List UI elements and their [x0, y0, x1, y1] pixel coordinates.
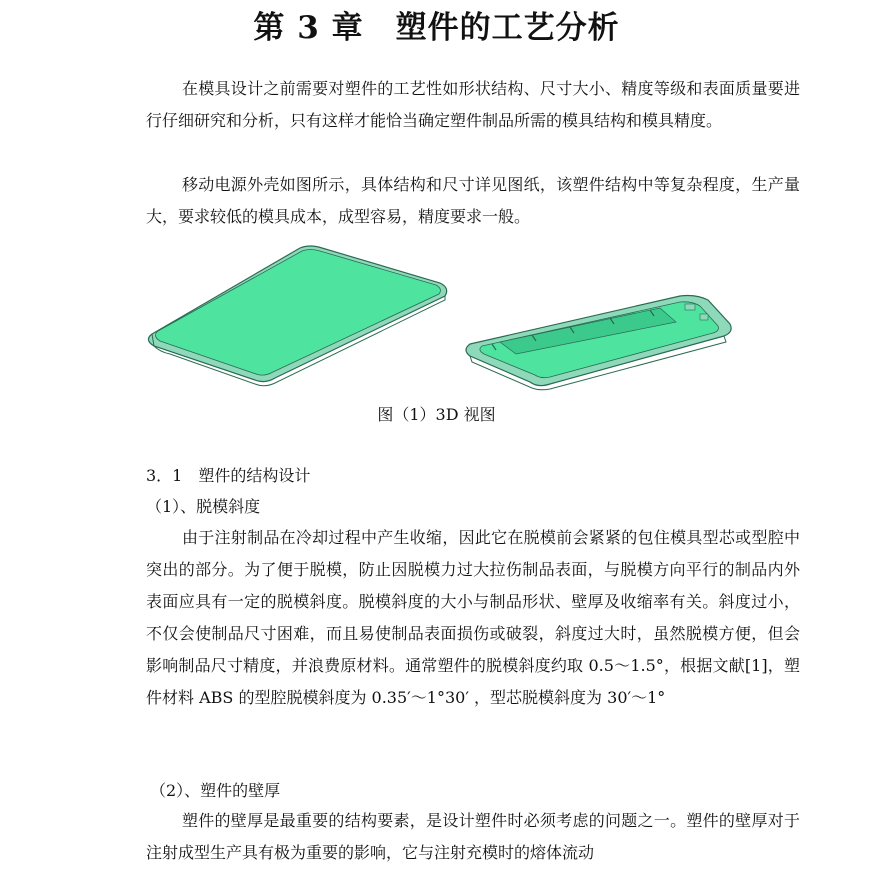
figure-3d-view: [140, 238, 740, 398]
subsection-heading-draft-angle: （1）、脱模斜度: [146, 497, 261, 516]
section-heading: 3．1 塑件的结构设计: [146, 466, 311, 485]
intro-paragraph-2: 移动电源外壳如图所示，具体结构和尺寸详见图纸，该塑件结构中等复杂程度，生产量大，要求较低的模具成本，成型容易，精度要求一般。: [146, 175, 800, 226]
intro-paragraph-1: 在模具设计之前需要对塑件的工艺性如形状结构、尺寸大小、精度等级和表面质量要进行仔细研究和分析，只有这样才能恰当确定塑件制品所需的模具结构和模具精度。: [146, 79, 800, 130]
subsection-heading-wall-thickness: （2）、塑件的壁厚: [150, 781, 281, 800]
shell-inner-model: [466, 296, 731, 390]
draft-angle-paragraph: 由于注射制品在冷却过程中产生收缩，因此它在脱模前会紧紧的包住模具型芯或型腔中突出的部分。为了便于脱模，防止因脱模力过大拉伤制品表面，与脱模方向平行的制品内外表面应具有一定的脱模斜度。脱模斜度的大小与制品形状、壁厚及收缩率有关。斜度过小，不仅会使制品尺寸困难，而且易使制品表面损伤或破裂，斜度过大时，虽然脱模方便，但会影响制品尺寸精度，并浪费原材料。通常塑件的脱模斜度约取 0.5～1.5°，根据文献[1]，塑件材料 ABS 的型腔脱模斜度为 0.35′～1°30′ ，型芯脱模斜度为 30′～1°: [146, 528, 800, 707]
wall-thickness-paragraph: 塑件的壁厚是最重要的结构要素，是设计塑件时必须考虑的问题之一。塑件的壁厚对于注射成型生产具有极为重要的影响，它与注射充模时的熔体流动: [146, 811, 800, 862]
chapter-title: 第 3 章 塑件的工艺分析: [253, 10, 620, 46]
figure-caption: 图（1）3D 视图: [377, 405, 496, 424]
shell-outer-model: [148, 246, 446, 386]
